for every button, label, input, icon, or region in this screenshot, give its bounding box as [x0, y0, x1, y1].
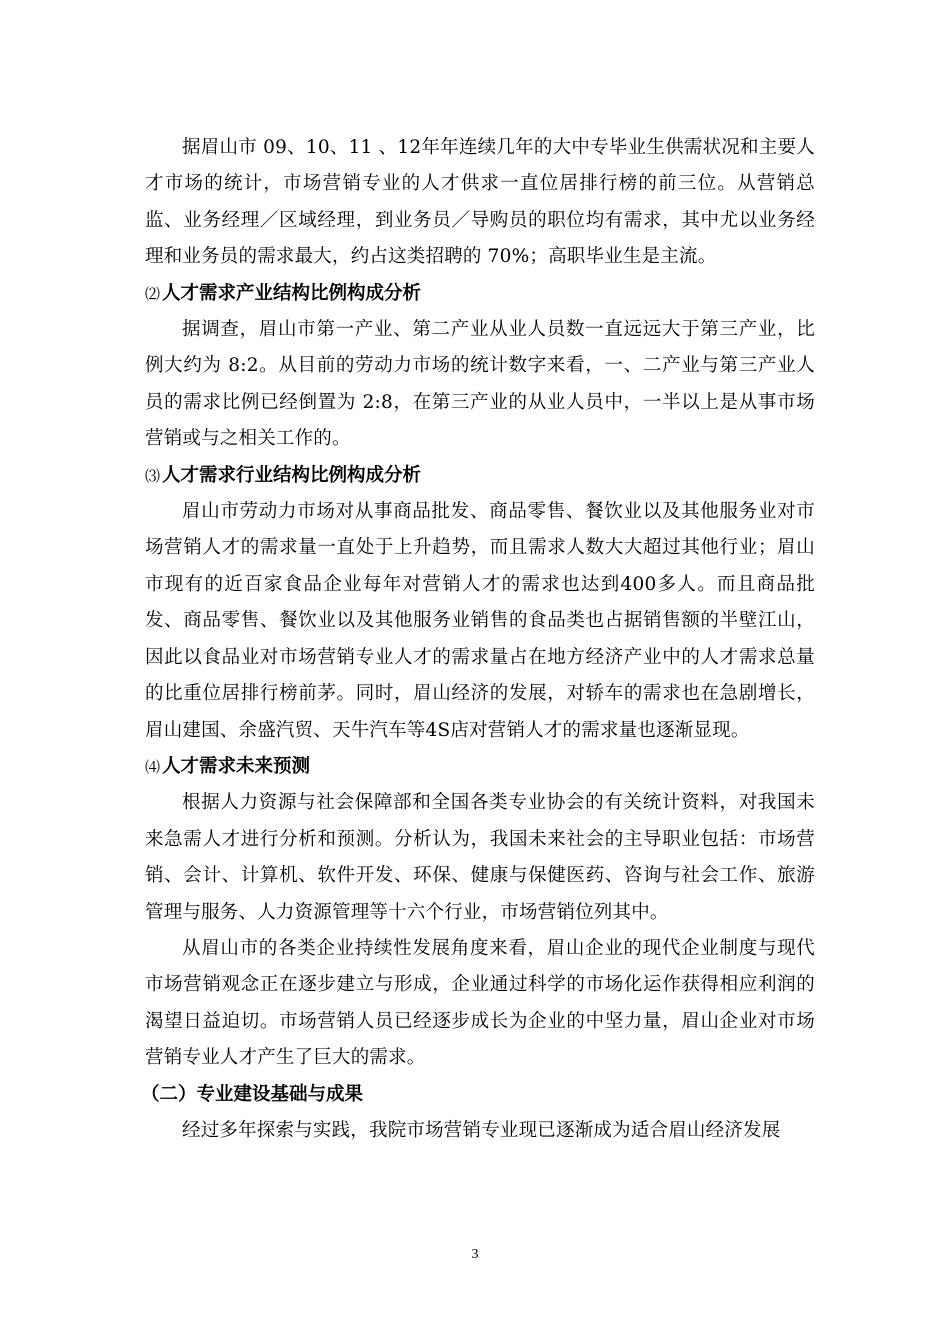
paragraph-enterprise-development: 从眉山市的各类企业持续性发展角度来看，眉山企业的现代企业制度与现代市场营销观念正在逐步建立与形成，企业通过科学的市场化运作获得相应利润的渴望日益迫切。市场营销人员已经逐步成长为企业的中坚力量，眉山企业对市场营销专业人才产生了巨大的需求。 — [145, 937, 815, 1069]
heading-industry-structure — [145, 276, 815, 312]
paragraph-future-forecast: 根据人力资源与社会保障部和全国各类专业协会的有关统计资料，对我国未来急需人才进行分析和预测。分析认为，我国未来社会的主导职业包括：市场营销、会计、计算机、软件开发、环保、健康与保健医药、咨询与社会工作、旅游管理与服务、人力资源管理等十六个行业，市场营销位列其中。 — [145, 792, 815, 923]
section-heading-foundation: （二）专业建设基础与成果 — [141, 1083, 364, 1105]
document-body — [141, 130, 815, 1149]
heading-text: 人才需求产业结构比例构成分析 — [162, 282, 422, 304]
heading-text: 人才需求行业结构比例构成分析 — [162, 464, 422, 486]
heading-text: 人才需求未来预测 — [162, 755, 311, 777]
heading-number: ⑶ — [145, 466, 161, 485]
page-number: 3 — [471, 1247, 479, 1262]
paragraph-market-demand-stats: 据眉山市 09、10、11 、12年年连续几年的大中专毕业生供需状况和主要人才市场的统计，市场营销专业的人才供求一直位居排行榜的前三位。从营销总监、业务经理／区域经理，到业务员／导购员的职位均有需求，其中尤以业务经理和业务员的需求最大，约占这类招聘的 70%；高职毕业生是主流。 — [145, 137, 815, 268]
heading-future-forecast — [145, 749, 815, 785]
heading-number: ⑷ — [145, 757, 161, 776]
paragraph-sector-structure: 眉山市劳动力市场对从事商品批发、商品零售、餐饮业以及其他服务业对市场营销人才的需求量一直处于上升趋势，而且需求人数大大超过其他行业；眉山市现有的近百家食品企业每年对营销人才的需求也达到400多人。而且商品批发、商品零售、餐饮业以及其他服务业销售的食品类也占据销售额的半壁江山，因此以食品业对市场营销专业人才的需求量占在地方经济产业中的人才需求总量的比重位居排行榜前茅。同时，眉山经济的发展，对轿车的需求也在急剧增长，眉山建国、余盛汽贸、天牛汽车等4S店对营销人才的需求量也逐渐显现。 — [145, 501, 815, 741]
heading-sector-structure — [145, 458, 815, 494]
heading-number: ⑵ — [145, 284, 161, 303]
paragraph-foundation: 经过多年探索与实践，我院市场营销专业现已逐渐成为适合眉山经济发展 — [182, 1119, 781, 1141]
paragraph-industry-structure: 据调查，眉山市第一产业、第二产业从业人员数一直远远大于第三产业，比例大约为 8:2。从目前的劳动力市场的统计数字来看，一、二产业与第三产业人员的需求比例已经倒置为 2:8，在第三产业的从业人员中，一半以上是从事市场营销或与之相关工作的。 — [145, 319, 815, 450]
